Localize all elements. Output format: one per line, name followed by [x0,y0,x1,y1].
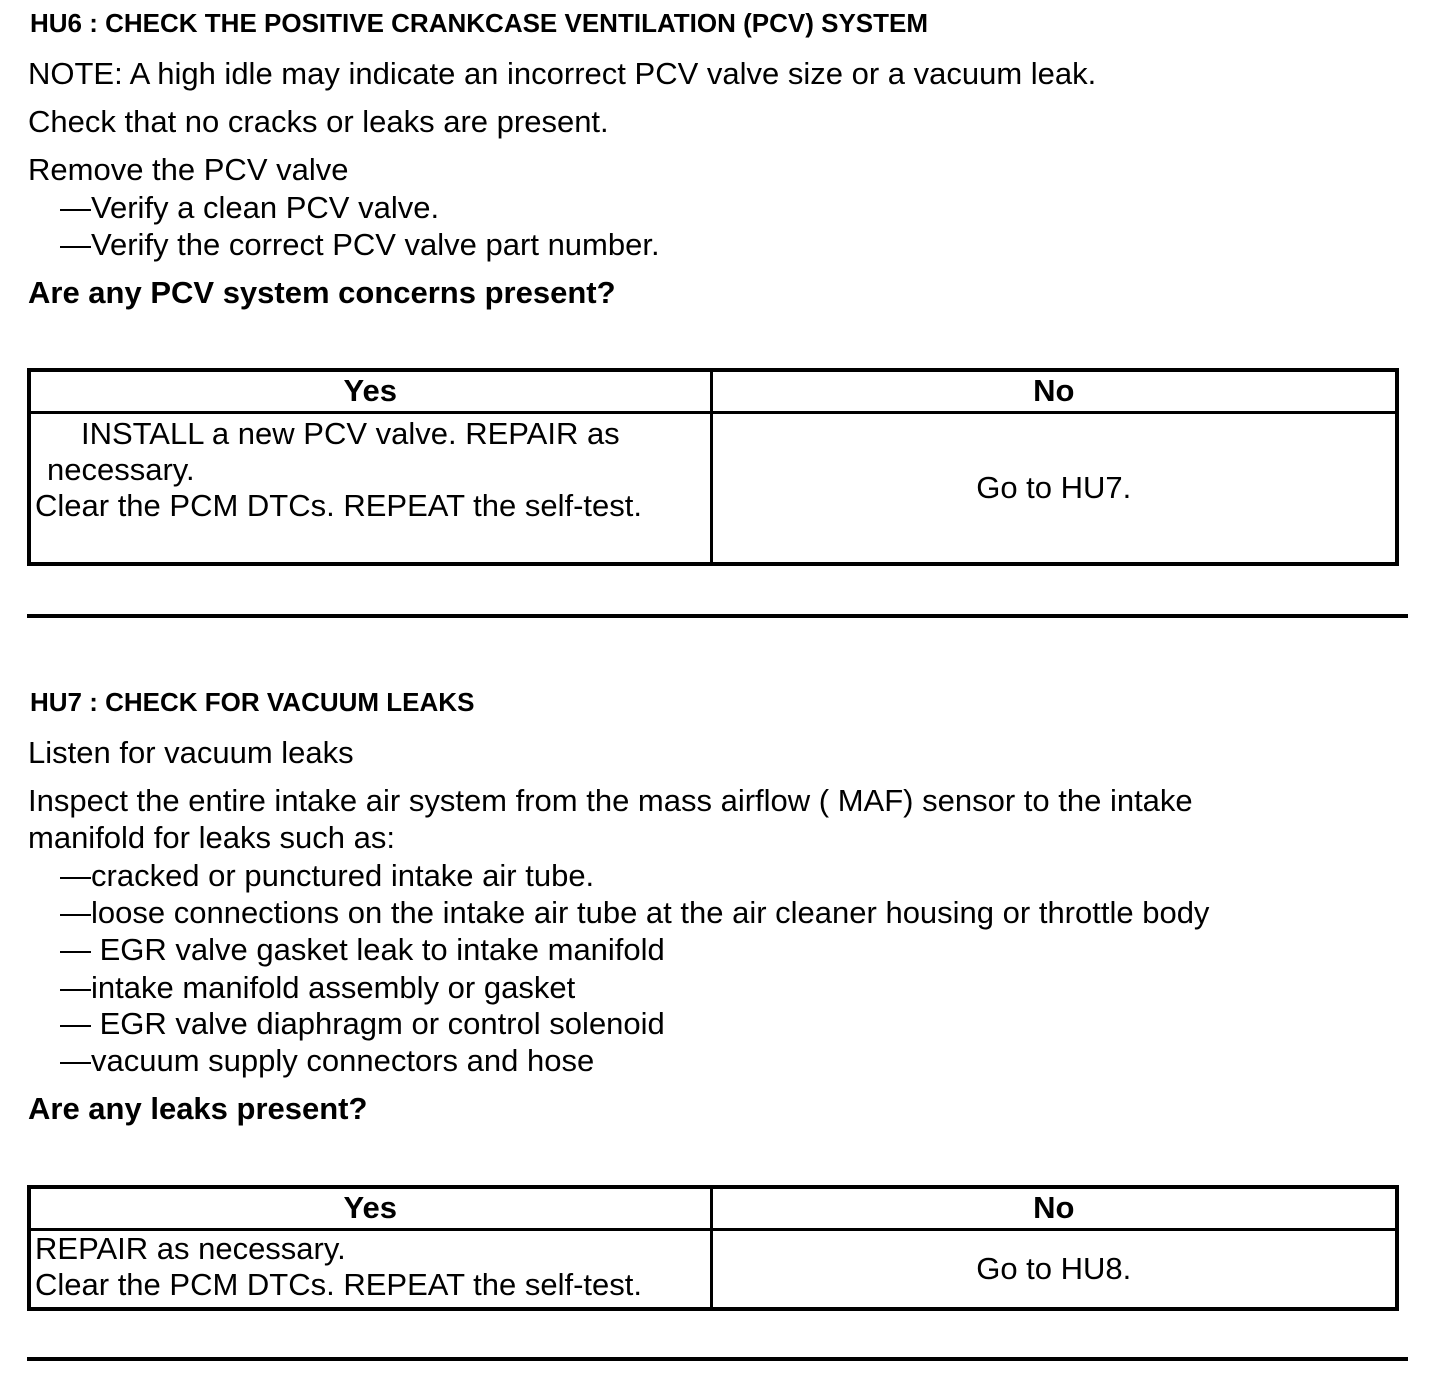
hu6-note: NOTE: A high idle may indicate an incorrect PCV valve size or a vacuum leak. [28,56,1097,91]
hu6-question: Are any PCV system concerns present? [28,275,616,310]
yes-header: Yes [29,1187,711,1229]
hu6-check-text: Check that no cracks or leaks are present. [28,104,609,139]
hu7-heading: HU7 : CHECK FOR VACUUM LEAKS [30,687,475,717]
no-header: No [711,370,1397,412]
yes-cell-line: Clear the PCM DTCs. REPEAT the self-test. [35,487,642,523]
hu7-bullet: — EGR valve diaphragm or control solenoid [60,1006,665,1041]
hu6-bullet: —Verify the correct PCV valve part number. [60,227,660,262]
yes-cell-line: REPAIR as necessary. [35,1230,346,1266]
yes-cell [29,1229,711,1309]
no-cell: Go to HU7. [711,412,1397,564]
hu7-bullet: — EGR valve gasket leak to intake manifold [60,932,665,967]
yes-cell-line: INSTALL a new PCV valve. REPAIR as [81,415,620,451]
hu7-inspect-line: Inspect the entire intake air system from the mass airflow ( MAF) sensor to the intake [28,783,1193,818]
no-cell: Go to HU8. [711,1229,1397,1309]
no-header: No [711,1187,1397,1229]
hu7-bullet: —intake manifold assembly or gasket [60,970,576,1005]
hu7-bullet: —vacuum supply connectors and hose [60,1043,595,1078]
section-divider [27,614,1408,618]
hu7-decision-table [27,1185,1399,1311]
hu6-bullet: —Verify a clean PCV valve. [60,190,440,225]
hu6-heading: HU6 : CHECK THE POSITIVE CRANKCASE VENTILATION (PCV) SYSTEM [30,8,929,38]
hu7-listen-text: Listen for vacuum leaks [28,735,354,770]
hu7-bullet: —loose connections on the intake air tube at the air cleaner housing or throttle body [60,895,1210,930]
hu7-inspect-line: manifold for leaks such as: [28,820,396,855]
hu7-bullet: —cracked or punctured intake air tube. [60,858,595,893]
section-divider [27,1357,1408,1361]
hu7-question: Are any leaks present? [28,1091,368,1126]
yes-cell-line: Clear the PCM DTCs. REPEAT the self-test. [35,1266,642,1302]
hu6-decision-table [27,368,1399,566]
yes-cell [29,412,711,564]
yes-cell-line: necessary. [47,451,195,487]
yes-header: Yes [29,370,711,412]
hu6-remove-text: Remove the PCV valve [28,152,349,187]
